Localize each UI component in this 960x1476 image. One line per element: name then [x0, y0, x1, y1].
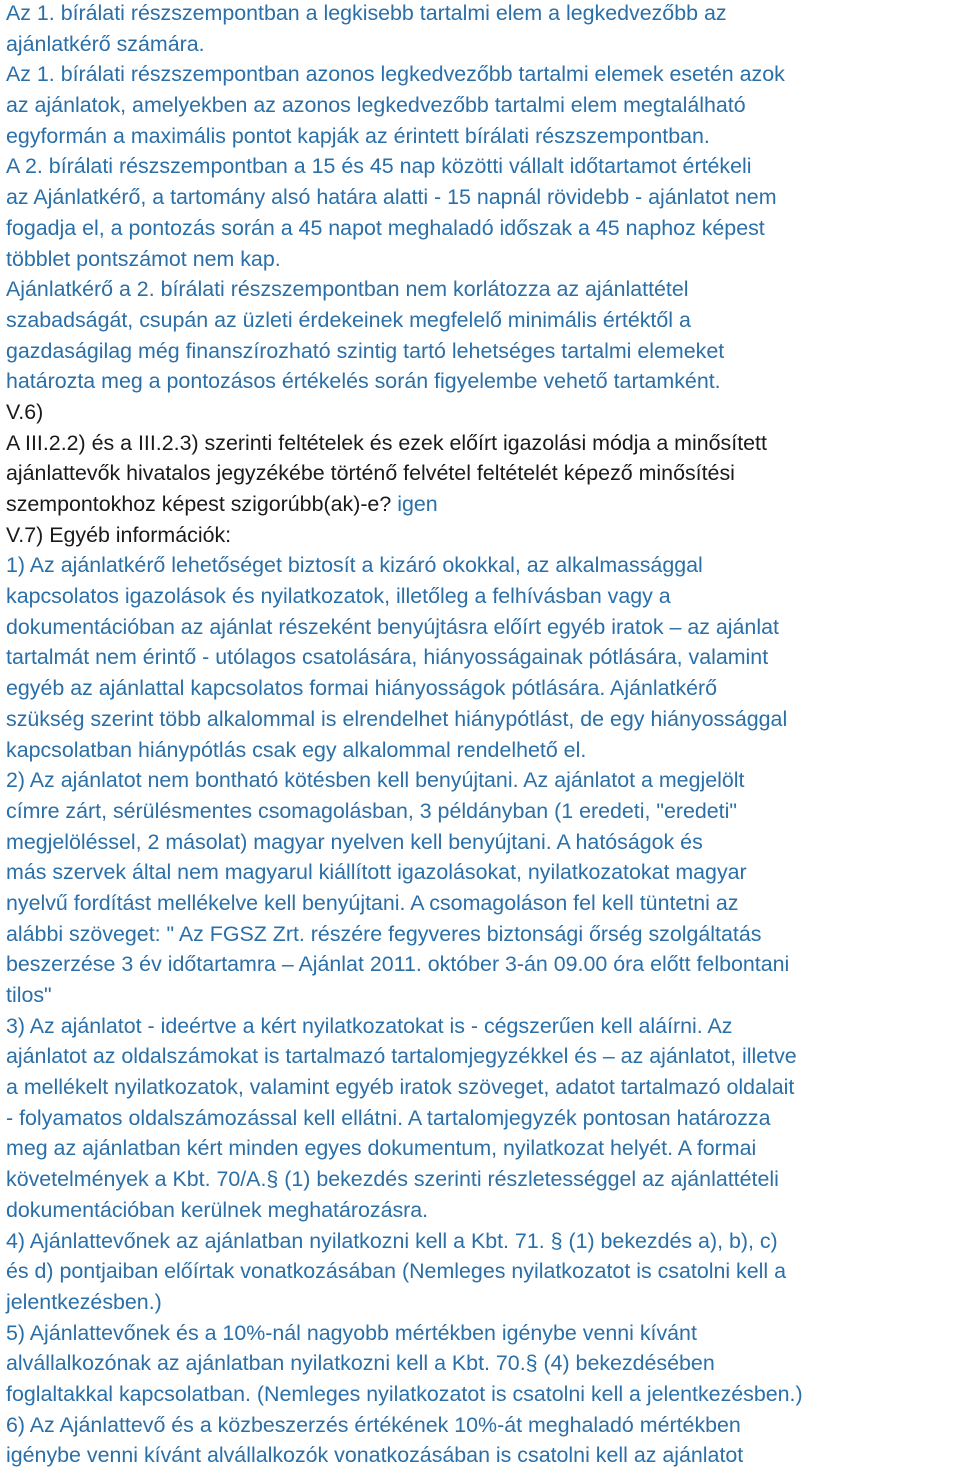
body-text: gazdaságilag még finanszírozható szintig tartó lehetséges tartalmi elemeket [6, 338, 725, 363]
text-line [6, 765, 960, 796]
body-text: 5) Ajánlattevőnek és a 10%-nál nagyobb mértékben igénybe venni kívánt [6, 1320, 697, 1345]
body-text: kapcsolatban hiánypótlás csak egy alkalommal rendelhető el. [6, 737, 587, 762]
text-line [6, 735, 960, 766]
text-line [6, 1103, 960, 1134]
text-line [6, 612, 960, 643]
body-text: nyelvű fordítást mellékelve kell benyújtani. A csomagoláson fel kell tüntetni az [6, 890, 739, 915]
body-text: alábbi szöveget: " Az FGSZ Zrt. részére fegyveres biztonsági őrség szolgáltatás [6, 921, 762, 946]
text-line [6, 458, 960, 489]
body-text: 2) Az ajánlatot nem bontható kötésben kell benyújtani. Az ajánlatot a megjelölt [6, 768, 745, 793]
text-line [6, 1287, 960, 1318]
text-line [6, 673, 960, 704]
text-line [6, 151, 960, 182]
heading-text: ajánlattevők hivatalos jegyzékébe történő felvétel feltételét képező minősítési [6, 461, 735, 486]
body-text: igénybe venni kívánt alvállalkozók vonatkozásában is csatolni kell az ajánlatot [6, 1443, 744, 1468]
text-line [6, 1410, 960, 1441]
text-line [6, 949, 960, 980]
text-line [6, 642, 960, 673]
text-line [6, 1041, 960, 1072]
text-line [6, 1318, 960, 1349]
text-line [6, 213, 960, 244]
body-text: határozta meg a pontozásos értékelés során figyelembe vehető tartamként. [6, 369, 721, 394]
body-text: követelmények a Kbt. 70/A.§ (1) bekezdés szerinti részletességgel az ajánlattételi [6, 1167, 779, 1192]
text-line [6, 1072, 960, 1103]
text-line [6, 336, 960, 367]
text-line [6, 182, 960, 213]
body-text: A 2. bírálati részszempontban a 15 és 45 nap közötti vállalt időtartamot értékeli [6, 154, 752, 179]
body-text: 3) Az ajánlatot - ideértve a kért nyilatkozatokat is - cégszerűen kell aláírni. Az [6, 1013, 733, 1038]
body-text: kapcsolatos igazolások és nyilatkozatok, illetőleg a felhívásban vagy a [6, 584, 671, 609]
body-text: igen [397, 492, 438, 516]
body-text: jelentkezésben.) [6, 1289, 162, 1314]
text-line [6, 1011, 960, 1042]
body-text: 4) Ajánlattevőnek az ajánlatban nyilatkozni kell a Kbt. 71. § (1) bekezdés a), b), c) [6, 1228, 778, 1253]
text-line [6, 489, 960, 520]
body-text: és d) pontjaiban előírtak vonatkozásában (Nemleges nyilatkozatot is csatolni kell a [6, 1259, 786, 1284]
text-line [6, 1226, 960, 1257]
text-line [6, 244, 960, 275]
body-text: a mellékelt nyilatkozatok, valamint egyéb iratok szöveget, adatot tartalmazó oldalait [6, 1075, 795, 1100]
heading-text: A III.2.2) és a III.2.3) szerinti feltételek és ezek előírt igazolási módja a minősített [6, 430, 767, 455]
heading-text: szempontokhoz képest szigorúbb(ak)-e? [6, 492, 398, 516]
document-text [6, 0, 960, 1471]
body-text: ajánlatot az oldalszámokat is tartalmazó tartalomjegyzékkel és – az ajánlatot, illetve [6, 1044, 797, 1069]
body-text: Ajánlatkérő a 2. bírálati részszempontban nem korlátozza az ajánlattétel [6, 277, 689, 302]
body-text: dokumentációban az ajánlat részeként benyújtásra előírt egyéb iratok – az ajánlat [6, 614, 779, 639]
text-line [6, 704, 960, 735]
text-line [6, 1440, 960, 1471]
text-line [6, 919, 960, 950]
text-line [6, 550, 960, 581]
text-line [6, 305, 960, 336]
text-line [6, 980, 960, 1011]
body-text: szabadságát, csupán az üzleti érdekeinek megfelelő minimális értéktől a [6, 307, 691, 332]
body-text: szükség szerint több alkalommal is elrendelhet hiánypótlást, de egy hiányossággal [6, 706, 788, 731]
body-text: más szervek által nem magyarul kiállított igazolásokat, nyilatkozatokat magyar [6, 860, 747, 885]
body-text: megjelöléssel, 2 másolat) magyar nyelven kell benyújtani. A hatóságok és [6, 829, 703, 854]
body-text: meg az ajánlatban kért minden egyes dokumentum, nyilatkozat helyét. A formai [6, 1136, 757, 1161]
body-text: tartalmát nem érintő - utólagos csatolására, hiányosságainak pótlására, valamint [6, 645, 769, 670]
body-text: egyformán a maximális pontot kapják az érintett bírálati részszempontban. [6, 123, 710, 148]
text-line [6, 121, 960, 152]
heading-text: V.6) [6, 399, 44, 424]
text-line [6, 520, 960, 551]
body-text: egyéb az ajánlattal kapcsolatos formai hiányosságok pótlására. Ajánlatkérő [6, 676, 718, 701]
text-line [6, 397, 960, 428]
body-text: az Ajánlatkérő, a tartomány alsó határa alatti - 15 napnál rövidebb - ajánlatot nem [6, 185, 777, 210]
body-text: foglaltakkal kapcsolatban. (Nemleges nyilatkozatot is csatolni kell a jelentkezésben.) [6, 1381, 803, 1406]
text-line [6, 428, 960, 459]
text-line [6, 581, 960, 612]
text-line [6, 796, 960, 827]
text-line [6, 888, 960, 919]
body-text: fogadja el, a pontozás során a 45 napot meghaladó időszak a 45 naphoz képest [6, 215, 765, 240]
body-text: címre zárt, sérülésmentes csomagolásban, 3 példányban (1 eredeti, "eredeti" [6, 798, 737, 823]
text-line [6, 29, 960, 60]
text-line [6, 1348, 960, 1379]
body-text: az ajánlatok, amelyekben az azonos legkedvezőbb tartalmi elem megtalálható [6, 93, 746, 118]
body-text: alvállalkozónak az ajánlatban nyilatkozni kell a Kbt. 70.§ (4) bekezdésében [6, 1351, 715, 1376]
body-text: 1) Az ajánlatkérő lehetőséget biztosít a kizáró okokkal, az alkalmassággal [6, 553, 703, 578]
body-text: Az 1. bírálati részszempontban azonos legkedvezőbb tartalmi elemek esetén azok [6, 62, 785, 87]
text-line [6, 857, 960, 888]
text-line [6, 90, 960, 121]
body-text: Az 1. bírálati részszempontban a legkisebb tartalmi elem a legkedvezőbb az [6, 1, 727, 25]
text-line [6, 1164, 960, 1195]
text-line [6, 366, 960, 397]
body-text: 6) Az Ajánlattevő és a közbeszerzés értékének 10%-át meghaladó mértékben [6, 1412, 741, 1437]
text-line [6, 59, 960, 90]
body-text: ajánlatkérő számára. [6, 31, 205, 56]
body-text: dokumentációban kerülnek meghatározásra. [6, 1197, 429, 1222]
text-line [6, 827, 960, 858]
text-line [6, 1379, 960, 1410]
body-text: tilos" [6, 983, 52, 1007]
body-text: beszerzése 3 év időtartamra – Ajánlat 2011. október 3-án 09.00 óra előtt felbontani [6, 952, 790, 977]
text-line [6, 1195, 960, 1226]
body-text: - folyamatos oldalszámozással kell ellátni. A tartalomjegyzék pontosan határozza [6, 1105, 771, 1130]
body-text: többlet pontszámot nem kap. [6, 246, 281, 271]
text-line [6, 1256, 960, 1287]
text-line [6, 0, 960, 29]
text-line [6, 1133, 960, 1164]
text-line [6, 274, 960, 305]
heading-text: V.7) Egyéb információk: [6, 522, 232, 547]
